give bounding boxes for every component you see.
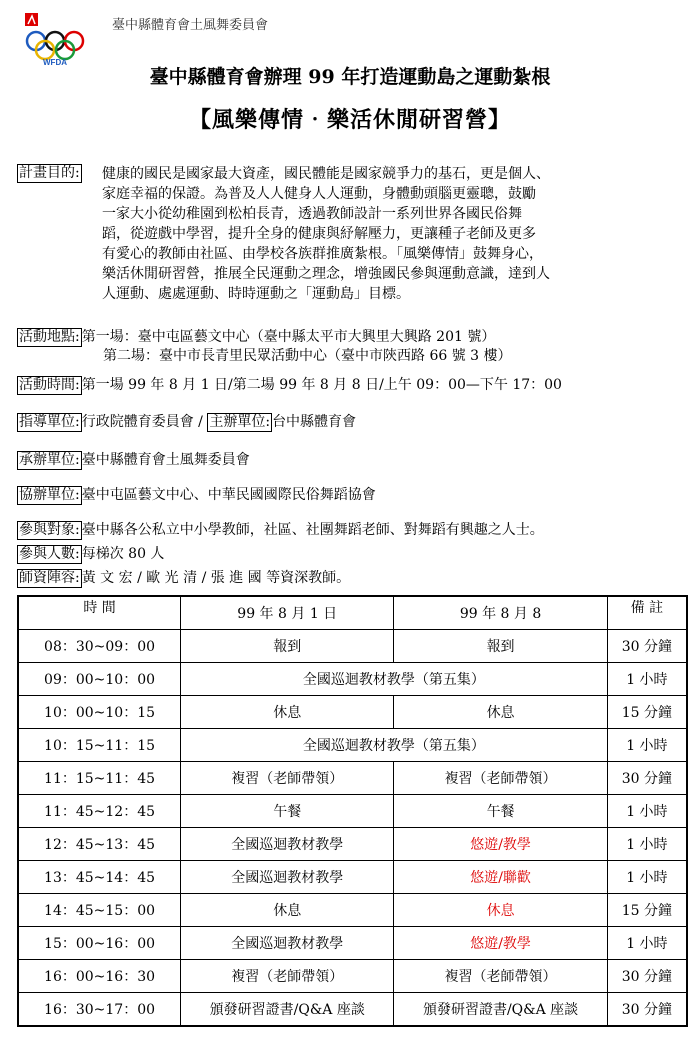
time-cell: 10：00~10：15 <box>18 696 181 729</box>
day2-cell: 午餐 <box>394 795 607 828</box>
target-value: 臺中縣各公私立中小學教師，社區、社團舞蹈老師、對舞蹈有興趣之人士。 <box>81 522 544 538</box>
day2-cell: 頒發研習證書/Q&A 座談 <box>394 993 607 1027</box>
table-row <box>18 729 687 762</box>
purpose-line: 有愛心的教師由社區、由學校各族群推廣紮根。「風樂傳情」鼓舞身心， <box>102 246 543 262</box>
count-label: 參與人數: <box>19 546 80 562</box>
note-cell: 30 分鐘 <box>607 762 687 795</box>
schedule-table <box>17 595 688 1027</box>
teachers-label: 師資陣容: <box>19 570 80 586</box>
table-header-row <box>18 596 687 630</box>
day2-cell: 報到 <box>394 630 607 663</box>
logo-red-flag <box>25 13 38 26</box>
table-row <box>18 894 687 927</box>
time-cell: 14：45~15：00 <box>18 894 181 927</box>
purpose-line: 樂活休閒研習營，推展全民運動之理念，增強國民參與運動意識，達到人 <box>102 266 550 282</box>
co-organizer-value: 臺中屯區藝文中心、中華民國國際民俗舞蹈協會 <box>81 487 376 503</box>
table-row <box>18 828 687 861</box>
day1-cell: 全國巡迴教材教學 <box>181 927 394 960</box>
day2-cell: 悠遊/聯歡 <box>394 861 607 894</box>
note-cell: 30 分鐘 <box>607 960 687 993</box>
location-line-1: 第一場：臺中屯區藝文中心（臺中縣太平市大興里大興路 201 號） <box>81 329 496 345</box>
day2-cell: 複習（老師帶領） <box>394 762 607 795</box>
purpose-text <box>102 164 688 304</box>
svg-text:WFDA: WFDA <box>43 58 67 66</box>
purpose-label: 計畫目的: <box>19 165 80 181</box>
note-cell: 15 分鐘 <box>607 696 687 729</box>
teachers-value: 黃 文 宏 / 歐 光 清 / 張 進 國 等資深教師。 <box>81 570 351 586</box>
day1-cell: 複習（老師帶領） <box>181 960 394 993</box>
location-section <box>17 328 689 366</box>
host-value: 台中縣體育會 <box>272 414 357 430</box>
header-time: 時 間 <box>18 596 181 630</box>
header-note: 備 註 <box>607 596 687 630</box>
day1-cell: 複習（老師帶領） <box>181 762 394 795</box>
note-cell: 1 小時 <box>607 927 687 960</box>
time-section <box>17 376 689 395</box>
purpose-line: 一家大小從幼稚園到松柏長青，透過教師設計一系列世界各國民俗舞 <box>102 206 522 222</box>
time-cell: 16：00~16：30 <box>18 960 181 993</box>
note-cell: 30 分鐘 <box>607 630 687 663</box>
time-cell: 15：00~16：00 <box>18 927 181 960</box>
purpose-line: 人運動、處處運動、時時運動之「運動島」目標。 <box>102 286 410 302</box>
day1-cell: 報到 <box>181 630 394 663</box>
table-row <box>18 861 687 894</box>
day2-cell: 休息 <box>394 894 607 927</box>
wfda-logo <box>22 12 88 66</box>
page-title: 臺中縣體育會辦理 99 年打造運動島之運動紮根 <box>149 66 551 88</box>
header-day2: 99 年 8 月 8 <box>394 596 607 630</box>
purpose-line: 健康的國民是國家最大資產，國民體能是國家競爭力的基石，更是個人、 <box>102 166 550 182</box>
time-cell: 09：00~10：00 <box>18 663 181 696</box>
note-cell: 30 分鐘 <box>607 993 687 1027</box>
time-cell: 16：30~17：00 <box>18 993 181 1027</box>
table-row <box>18 993 687 1027</box>
purpose-line: 家庭幸福的保證。為普及人人健身人人運動，身體動頭腦更靈聰，鼓勵 <box>102 186 536 202</box>
time-cell: 11：15~11：45 <box>18 762 181 795</box>
guide-label: 指導單位: <box>19 414 80 430</box>
day1-cell: 休息 <box>181 696 394 729</box>
day1-cell: 全國巡迴教材教學 <box>181 828 394 861</box>
purpose-line: 蹈，從遊戲中學習，提升全身的健康與紓解壓力，更讓種子老師及更多 <box>102 226 536 242</box>
table-row <box>18 762 687 795</box>
location-line-2: 第二場：臺中市長青里民眾活動中心（臺中市陝西路 66 號 3 樓） <box>103 348 512 364</box>
note-cell: 1 小時 <box>607 828 687 861</box>
page-subtitle: 【風樂傳情‧樂活休閒研習營】 <box>188 107 511 133</box>
target-label: 參與對象: <box>19 522 80 538</box>
day1-cell: 全國巡迴教材教學 <box>181 861 394 894</box>
time-label: 活動時間: <box>19 377 80 393</box>
day1-cell: 休息 <box>181 894 394 927</box>
merged-activity-cell: 全國巡迴教材教學（第五集） <box>181 729 608 762</box>
co-organizer-label: 協辦單位: <box>19 487 80 503</box>
day2-cell: 複習（老師帶領） <box>394 960 607 993</box>
teachers-section <box>17 569 689 588</box>
time-cell: 11：45~12：45 <box>18 795 181 828</box>
day2-cell: 悠遊/教學 <box>394 828 607 861</box>
table-row <box>18 696 687 729</box>
target-section <box>17 521 689 540</box>
location-label: 活動地點: <box>19 329 80 345</box>
table-row <box>18 795 687 828</box>
table-row <box>18 927 687 960</box>
time-cell: 08：30~09：00 <box>18 630 181 663</box>
organizer-label: 承辦單位: <box>19 452 80 468</box>
count-section <box>17 545 689 564</box>
time-cell: 10：15~11：15 <box>18 729 181 762</box>
day1-cell: 午餐 <box>181 795 394 828</box>
day1-cell: 頒發研習證書/Q&A 座談 <box>181 993 394 1027</box>
day2-cell: 悠遊/教學 <box>394 927 607 960</box>
time-cell: 13：45~14：45 <box>18 861 181 894</box>
organizer-section <box>17 451 689 470</box>
co-organizer-section <box>17 486 689 505</box>
day2-cell: 休息 <box>394 696 607 729</box>
note-cell: 1 小時 <box>607 663 687 696</box>
header-day1: 99 年 8 月 1 日 <box>181 596 394 630</box>
time-value: 第一場 99 年 8 月 1 日/第二場 99 年 8 月 8 日/上午 09：00—下午 17：00 <box>81 377 562 393</box>
organizer-value: 臺中縣體育會土風舞委員會 <box>81 452 250 468</box>
time-cell: 12：45~13：45 <box>18 828 181 861</box>
note-cell: 1 小時 <box>607 861 687 894</box>
host-label: 主辦單位: <box>209 414 271 430</box>
note-cell: 15 分鐘 <box>607 894 687 927</box>
table-row <box>18 663 687 696</box>
table-row <box>18 630 687 663</box>
organization-name: 臺中縣體育會土風舞委員會 <box>112 18 269 33</box>
guide-value: 行政院體育委員會 / <box>81 414 208 430</box>
guide-section <box>17 413 689 432</box>
note-cell: 1 小時 <box>607 795 687 828</box>
merged-activity-cell: 全國巡迴教材教學（第五集） <box>181 663 608 696</box>
note-cell: 1 小時 <box>607 729 687 762</box>
count-value: 每梯次 80 人 <box>81 546 165 562</box>
table-row <box>18 960 687 993</box>
